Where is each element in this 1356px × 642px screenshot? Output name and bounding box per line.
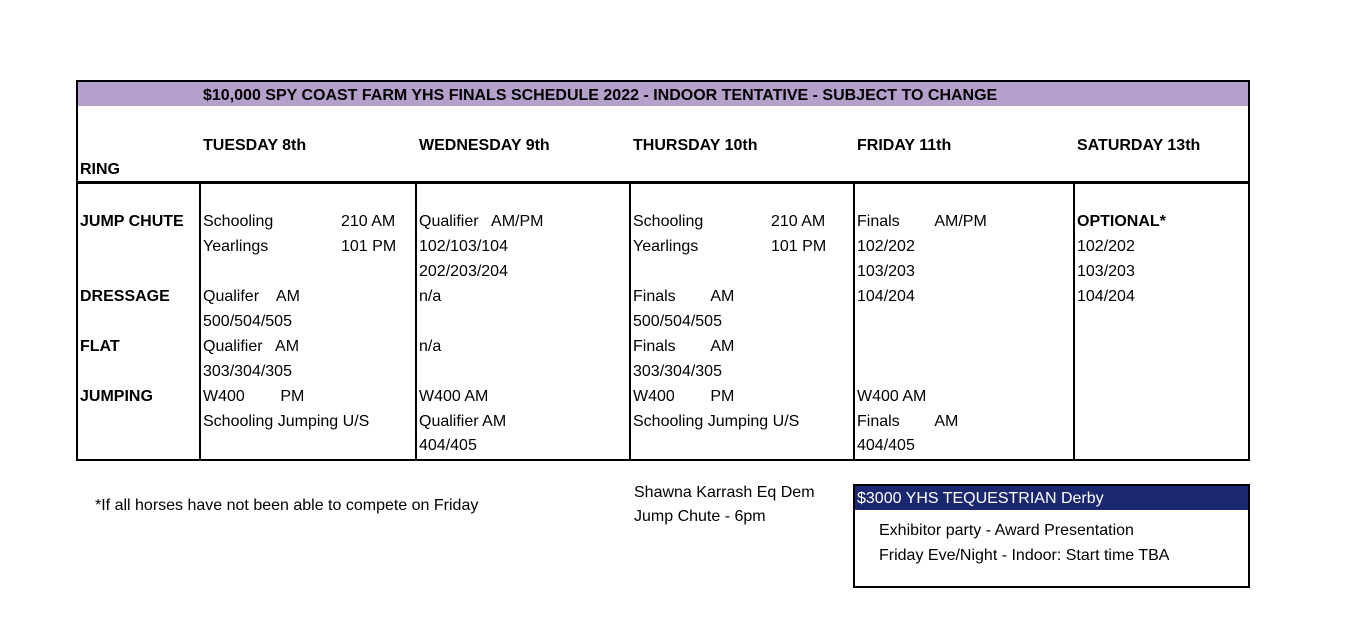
thursday-jumping-line: W400 PM <box>633 388 735 405</box>
wednesday-jumping-line: Qualifier AM <box>419 413 507 430</box>
saturday-optional-heading: OPTIONAL* <box>1077 213 1166 230</box>
tuesday-jumping-line: Schooling Jumping U/S <box>203 413 370 430</box>
tuesday-jumping-line: W400 PM <box>203 388 305 405</box>
day-header-saturday: SATURDAY 13th <box>1077 137 1201 154</box>
friday-jump-chute-line: 103/203 <box>857 263 915 280</box>
wednesday-jumping-line: W400 AM <box>419 388 489 405</box>
friday-jumping-line: W400 AM <box>857 388 927 405</box>
day-header-thursday: THURSDAY 10th <box>633 137 758 154</box>
wednesday-jumping-line: 404/405 <box>419 437 477 454</box>
wednesday-jump-chute-line: Qualifier AM/PM <box>419 213 544 230</box>
friday-jump-chute-line: 104/204 <box>857 288 915 305</box>
saturday-jump-chute-line: 103/203 <box>1077 263 1135 280</box>
thursday-jumping-line: Schooling Jumping U/S <box>633 413 800 430</box>
demo-note-line: Jump Chute - 6pm <box>634 508 766 525</box>
column-divider <box>199 184 201 459</box>
tuesday-dressage-line: 500/504/505 <box>203 313 292 330</box>
schedule-title: $10,000 SPY COAST FARM YHS FINALS SCHEDULE 2022 - INDOOR TENTATIVE - SUBJECT TO CHANGE <box>203 87 998 104</box>
friday-jump-chute-line: 102/202 <box>857 238 915 255</box>
saturday-jump-chute-line: 102/202 <box>1077 238 1135 255</box>
ring-label-flat: FLAT <box>80 338 120 355</box>
thursday-jump-chute-label: Yearlings <box>633 238 699 255</box>
tuesday-flat-line: 303/304/305 <box>203 363 292 380</box>
column-divider <box>1073 184 1075 459</box>
tuesday-dressage-line: Qualifer AM <box>203 288 300 305</box>
derby-line: Exhibitor party - Award Presentation <box>879 522 1134 539</box>
thursday-flat-line: 303/304/305 <box>633 363 722 380</box>
thursday-jump-chute-value: 101 PM <box>771 238 827 255</box>
thursday-jump-chute-value: 210 AM <box>771 213 826 230</box>
day-header-friday: FRIDAY 11th <box>857 137 952 154</box>
ring-header: RING <box>80 161 120 178</box>
tuesday-flat-line: Qualifier AM <box>203 338 300 355</box>
tuesday-jump-chute-value: 101 PM <box>341 238 397 255</box>
column-divider <box>853 184 855 459</box>
thursday-dressage-line: 500/504/505 <box>633 313 722 330</box>
day-header-tuesday: TUESDAY 8th <box>203 137 307 154</box>
thursday-jump-chute-label: Schooling <box>633 213 704 230</box>
footnote: *If all horses have not been able to compete on Friday <box>95 497 479 514</box>
friday-jumping-line: Finals AM <box>857 413 959 430</box>
wednesday-dressage-line: n/a <box>419 288 442 305</box>
wednesday-flat-line: n/a <box>419 338 442 355</box>
derby-title: $3000 YHS TEQUESTRIAN Derby <box>857 490 1104 507</box>
friday-jumping-line: 404/405 <box>857 437 915 454</box>
friday-jump-chute-line: Finals AM/PM <box>857 213 987 230</box>
tuesday-jump-chute-label: Yearlings <box>203 238 269 255</box>
column-divider <box>629 184 631 459</box>
thursday-flat-line: Finals AM <box>633 338 735 355</box>
thursday-dressage-line: Finals AM <box>633 288 735 305</box>
ring-label-dressage: DRESSAGE <box>80 288 170 305</box>
wednesday-jump-chute-line: 202/203/204 <box>419 263 508 280</box>
column-divider <box>415 184 417 459</box>
day-header-wednesday: WEDNESDAY 9th <box>419 137 550 154</box>
ring-label-jumping: JUMPING <box>80 388 153 405</box>
wednesday-jump-chute-line: 102/103/104 <box>419 238 508 255</box>
tuesday-jump-chute-value: 210 AM <box>341 213 396 230</box>
ring-label-jump-chute: JUMP CHUTE <box>80 213 184 230</box>
tuesday-jump-chute-label: Schooling <box>203 213 274 230</box>
demo-note-line: Shawna Karrash Eq Dem <box>634 484 815 501</box>
derby-line: Friday Eve/Night - Indoor: Start time TBA <box>879 547 1170 564</box>
saturday-jump-chute-line: 104/204 <box>1077 288 1135 305</box>
